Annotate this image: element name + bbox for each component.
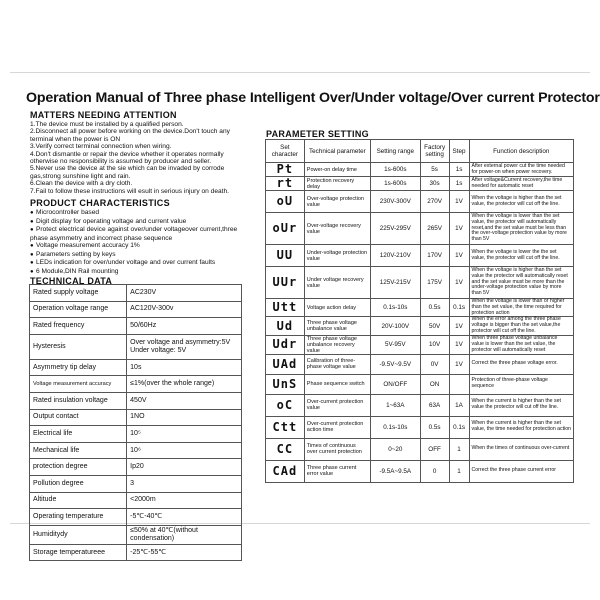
spec-value: 50/60Hz bbox=[127, 318, 242, 335]
column-header: Technical parameter bbox=[304, 140, 370, 163]
step-value: 1s bbox=[449, 163, 469, 177]
spec-value: 10s bbox=[127, 359, 242, 376]
table-row bbox=[30, 509, 242, 526]
set-character: Ctt bbox=[266, 416, 305, 438]
factory-setting: ON bbox=[420, 374, 449, 394]
spec-value: 3 bbox=[127, 475, 242, 492]
table-row bbox=[266, 335, 574, 354]
spec-value: AC230V bbox=[127, 285, 242, 302]
attention-item: 2.Disconnect all power before working on the device.Don't touch any terminal when the power is ON bbox=[30, 128, 230, 143]
table-row bbox=[266, 354, 574, 374]
spec-value: ≤1%(over the whole range) bbox=[127, 376, 242, 393]
table-row bbox=[30, 409, 242, 426]
characteristic-text: Voltage measurement accuracy 1% bbox=[36, 242, 140, 250]
factory-setting: OFF bbox=[420, 438, 449, 460]
step-value: 1V bbox=[449, 354, 469, 374]
factory-setting: 170V bbox=[420, 245, 449, 267]
attention-item: 4.Don't dismantle or repair the device whether it operates normally otherwise no responsibility is assumed by producer and seller. bbox=[30, 150, 224, 166]
function-description: Correct the three phase voltage error. bbox=[469, 354, 574, 374]
spec-value: -5℃-40℃ bbox=[127, 509, 242, 526]
function-description: After voltage&Current recovery,the time needed for automatic reset bbox=[469, 177, 574, 191]
table-row bbox=[30, 359, 242, 376]
technical-parameter: Three phase current error value bbox=[304, 460, 370, 482]
technical-parameter: Three phase voltage unbalance value bbox=[304, 317, 370, 335]
technical-parameter: Phase sequence switch bbox=[304, 374, 370, 394]
setting-range: 1s-600s bbox=[370, 177, 420, 191]
left-column bbox=[30, 110, 242, 287]
characteristics-list bbox=[30, 209, 242, 276]
factory-setting: 0.5s bbox=[420, 416, 449, 438]
characteristic-item bbox=[30, 259, 242, 268]
table-row bbox=[30, 426, 242, 443]
column-header: Factory setting bbox=[420, 140, 449, 163]
technical-parameter: Three phase voltage unbalance recovery value bbox=[304, 335, 370, 354]
characteristic-item bbox=[30, 226, 242, 242]
characteristic-text: 6 Module,DIN Rail mounting bbox=[36, 267, 119, 275]
table-row bbox=[266, 299, 574, 317]
spec-value: <2000m bbox=[127, 492, 242, 509]
factory-setting: 10V bbox=[420, 335, 449, 354]
function-description: When the times of continuous over-current bbox=[469, 438, 574, 460]
table-row bbox=[30, 301, 242, 318]
parameter-heading: PARAMETER SETTING bbox=[266, 129, 369, 139]
attention-item: 7.Fail to follow these instructions will esult in serious injury on death. bbox=[30, 187, 230, 195]
set-character: CC bbox=[266, 438, 305, 460]
table-row bbox=[266, 317, 574, 335]
spec-name: Voltage measurement accuracy bbox=[30, 376, 127, 393]
technical-parameter: Over-voltage recovery value bbox=[304, 213, 370, 245]
table-row bbox=[30, 459, 242, 476]
factory-setting: 265V bbox=[420, 213, 449, 245]
characteristic-text: Digit display for operating voltage and current value bbox=[36, 217, 187, 225]
technical-parameter: Over-voltage protection value bbox=[304, 191, 370, 213]
setting-range: 225V-295V bbox=[370, 213, 420, 245]
factory-setting: 0.5s bbox=[420, 299, 449, 317]
spec-name: Rated insulation voltage bbox=[30, 392, 127, 409]
characteristic-text: LEDs indication for over/under voltage and over current faults bbox=[36, 259, 216, 267]
spec-name: Operation voltage range bbox=[30, 301, 127, 318]
table-row bbox=[30, 442, 242, 459]
table-row bbox=[30, 392, 242, 409]
setting-range: 20V-100V bbox=[370, 317, 420, 335]
function-description: Protection of three-phase voltage sequence bbox=[469, 374, 574, 394]
setting-range: 0.1s-10s bbox=[370, 299, 420, 317]
setting-range: 1~63A bbox=[370, 394, 420, 416]
factory-setting: 63A bbox=[420, 394, 449, 416]
spec-value: AC120V-300v bbox=[127, 301, 242, 318]
step-value: 1V bbox=[449, 335, 469, 354]
technical-parameter: Power-on delay time bbox=[304, 163, 370, 177]
table-row bbox=[266, 416, 574, 438]
function-description: When the voltage is lower than the set value, the protector will automatically reset,and the set value must be less than the over-voltage protection value by more than 5V bbox=[469, 213, 574, 245]
table-row bbox=[266, 438, 574, 460]
table-row bbox=[266, 267, 574, 299]
column-header: Setting range bbox=[370, 140, 420, 163]
function-description: Correct the three phase current error bbox=[469, 460, 574, 482]
setting-range: -9.5A~9.5A bbox=[370, 460, 420, 482]
setting-range: 0~20 bbox=[370, 438, 420, 460]
spec-name: Humiditydy bbox=[30, 525, 127, 544]
setting-range: 0.1s-10s bbox=[370, 416, 420, 438]
characteristic-text: Parameters setting by keys bbox=[36, 250, 116, 258]
step-value: 1 bbox=[449, 438, 469, 460]
spec-name: Electrical life bbox=[30, 426, 127, 443]
set-character: oC bbox=[266, 394, 305, 416]
spec-value: 450V bbox=[127, 392, 242, 409]
manual-title: Operation Manual of Three phase Intelligent Over/Under voltage/Over current Protector bbox=[26, 90, 600, 106]
table-row bbox=[30, 285, 242, 302]
step-value: 0.1s bbox=[449, 416, 469, 438]
set-character: CAd bbox=[266, 460, 305, 482]
attention-item: 1.The device must be installed by a qualified person. bbox=[30, 121, 184, 128]
technical-parameter: Voltage action delay bbox=[304, 299, 370, 317]
set-character: oUr bbox=[266, 213, 305, 245]
spec-name: Asymmetry tip delay bbox=[30, 359, 127, 376]
set-character: UUr bbox=[266, 267, 305, 299]
characteristic-text: Microcontroller based bbox=[36, 209, 100, 217]
set-character: UU bbox=[266, 245, 305, 267]
matters-list bbox=[30, 121, 242, 195]
table-row bbox=[266, 177, 574, 191]
column-header: Function description bbox=[469, 140, 574, 163]
table-row bbox=[30, 544, 242, 561]
spec-name: protection degree bbox=[30, 459, 127, 476]
function-description: After external power cut the time needed for power-on when power recovery. bbox=[469, 163, 574, 177]
step-value: 1 bbox=[449, 460, 469, 482]
function-description: When the current is higher than the set value the protector will cut off the line. bbox=[469, 394, 574, 416]
set-character: UnS bbox=[266, 374, 305, 394]
function-description: When the voltage is higher than the set value the protector will automatically reset and the set value must be more than the under-voltage protection value by more than 5V bbox=[469, 267, 574, 299]
step-value: 1V bbox=[449, 213, 469, 245]
spec-value: 10⁵ bbox=[127, 426, 242, 443]
attention-item: 6.Clean the device with a dry cloth. bbox=[30, 180, 133, 188]
factory-setting: 0V bbox=[420, 354, 449, 374]
set-character: Pt bbox=[266, 163, 305, 177]
bullet-icon: ● bbox=[30, 268, 34, 275]
table-row bbox=[30, 318, 242, 335]
set-character: rt bbox=[266, 177, 305, 191]
function-description: When the voltage is lower the the set value, the protector will cut off the line. bbox=[469, 245, 574, 267]
set-character: oU bbox=[266, 191, 305, 213]
spec-name: Mechanical life bbox=[30, 442, 127, 459]
technical-parameter: Over-current protection value bbox=[304, 394, 370, 416]
characteristics-heading: PRODUCT CHARACTERISTICS bbox=[30, 198, 170, 209]
table-row bbox=[266, 213, 574, 245]
spec-name: Altitude bbox=[30, 492, 127, 509]
function-description: When the voltage is higher than the set value, the protector will cut off the line. bbox=[469, 191, 574, 213]
spec-name: Hysteresis bbox=[30, 334, 127, 359]
set-character: Ud bbox=[266, 317, 305, 335]
bullet-icon: ● bbox=[30, 251, 34, 258]
spec-value: ≤50% at 40℃(without condensation) bbox=[127, 525, 242, 544]
factory-setting: 30s bbox=[420, 177, 449, 191]
spec-value: Ip20 bbox=[127, 459, 242, 476]
spec-name: Operating temperature bbox=[30, 509, 127, 526]
set-character: UAd bbox=[266, 354, 305, 374]
characteristic-item bbox=[30, 218, 242, 227]
characteristic-item bbox=[30, 268, 242, 277]
spec-name: Pollution degree bbox=[30, 475, 127, 492]
table-row bbox=[30, 492, 242, 509]
table-row bbox=[30, 376, 242, 393]
setting-range: 5V-95V bbox=[370, 335, 420, 354]
bullet-icon: ● bbox=[30, 210, 34, 217]
spec-value: 1NO bbox=[127, 409, 242, 426]
characteristic-item bbox=[30, 209, 242, 218]
table-row bbox=[30, 525, 242, 544]
table-row bbox=[266, 460, 574, 482]
step-value bbox=[449, 374, 469, 394]
attention-item: 5.Never use the device at the sie which can be invaded by corrode gas,strong sunshine light and rain. bbox=[30, 165, 225, 180]
spec-value: Over voltage and asymmetry:5V Under voltage: 5V bbox=[127, 334, 242, 359]
factory-setting: 175V bbox=[420, 267, 449, 299]
setting-range: 230V-300V bbox=[370, 191, 420, 213]
bullet-icon: ● bbox=[30, 227, 34, 234]
factory-setting: 5s bbox=[420, 163, 449, 177]
setting-range: ON/OFF bbox=[370, 374, 420, 394]
characteristic-text: Protect electrical device against over/under voltageover current,three phase asymmetry and incorrect phase sequence bbox=[30, 226, 238, 242]
technical-parameter: Over-current protection action time bbox=[304, 416, 370, 438]
step-value: 1V bbox=[449, 245, 469, 267]
table-row bbox=[266, 163, 574, 177]
spec-name: Rated frequency bbox=[30, 318, 127, 335]
technical-parameter: Times of continuous over current protection bbox=[304, 438, 370, 460]
factory-setting: 0 bbox=[420, 460, 449, 482]
step-value: 1V bbox=[449, 191, 469, 213]
function-description: When the voltage is lower than or higher than the set value, the time required for protection action bbox=[469, 299, 574, 317]
setting-range: 125V-215V bbox=[370, 267, 420, 299]
bullet-icon: ● bbox=[30, 260, 34, 267]
bullet-icon: ● bbox=[30, 243, 34, 250]
table-row bbox=[30, 334, 242, 359]
technical-parameter: Under-voltage protection value bbox=[304, 245, 370, 267]
step-value: 1A bbox=[449, 394, 469, 416]
setting-range: 1s-600s bbox=[370, 163, 420, 177]
parameter-setting-table bbox=[265, 139, 574, 483]
function-description: When the current is higher than the set value, the time needed for protection action bbox=[469, 416, 574, 438]
step-value: 1s bbox=[449, 177, 469, 191]
table-row bbox=[266, 394, 574, 416]
set-character: Udr bbox=[266, 335, 305, 354]
technical-parameter: Under voltage recovery value bbox=[304, 267, 370, 299]
step-value: 1V bbox=[449, 267, 469, 299]
setting-range: -9.5V~9.5V bbox=[370, 354, 420, 374]
spec-name: Output contact bbox=[30, 409, 127, 426]
factory-setting: 270V bbox=[420, 191, 449, 213]
attention-item: 3.Verify correct terminal connection when wiring. bbox=[30, 143, 172, 151]
factory-setting: 50V bbox=[420, 317, 449, 335]
spec-value: -25℃-55℃ bbox=[127, 544, 242, 561]
characteristic-item bbox=[30, 251, 242, 260]
spec-value: 10⁶ bbox=[127, 442, 242, 459]
function-description: When the error among the three phase voltage is bigger than the set value,the protector will cut off the line. bbox=[469, 317, 574, 335]
technical-parameter: Calibration of three-phase voltage value bbox=[304, 354, 370, 374]
spec-name: Rated supply voltage bbox=[30, 285, 127, 302]
column-header: Step bbox=[449, 140, 469, 163]
bullet-icon: ● bbox=[30, 218, 34, 225]
step-value: 0.1s bbox=[449, 299, 469, 317]
characteristic-item bbox=[30, 242, 242, 251]
table-row bbox=[30, 475, 242, 492]
table-row bbox=[266, 191, 574, 213]
technical-parameter: Protection recovery delay bbox=[304, 177, 370, 191]
matters-heading: MATTERS NEEDING ATTENTION bbox=[30, 110, 177, 120]
function-description: When three phase voltage unbalance value is lower than the set value, the protector will automatically reset bbox=[469, 335, 574, 354]
set-character: Utt bbox=[266, 299, 305, 317]
technical-heading: TECHNICAL DATA bbox=[30, 276, 113, 287]
technical-data-table bbox=[29, 284, 242, 561]
setting-range: 120V-210V bbox=[370, 245, 420, 267]
column-header: Set character bbox=[266, 140, 305, 163]
spec-name: Storage temperatureee bbox=[30, 544, 127, 561]
step-value: 1V bbox=[449, 317, 469, 335]
table-row bbox=[266, 245, 574, 267]
table-row bbox=[266, 374, 574, 394]
